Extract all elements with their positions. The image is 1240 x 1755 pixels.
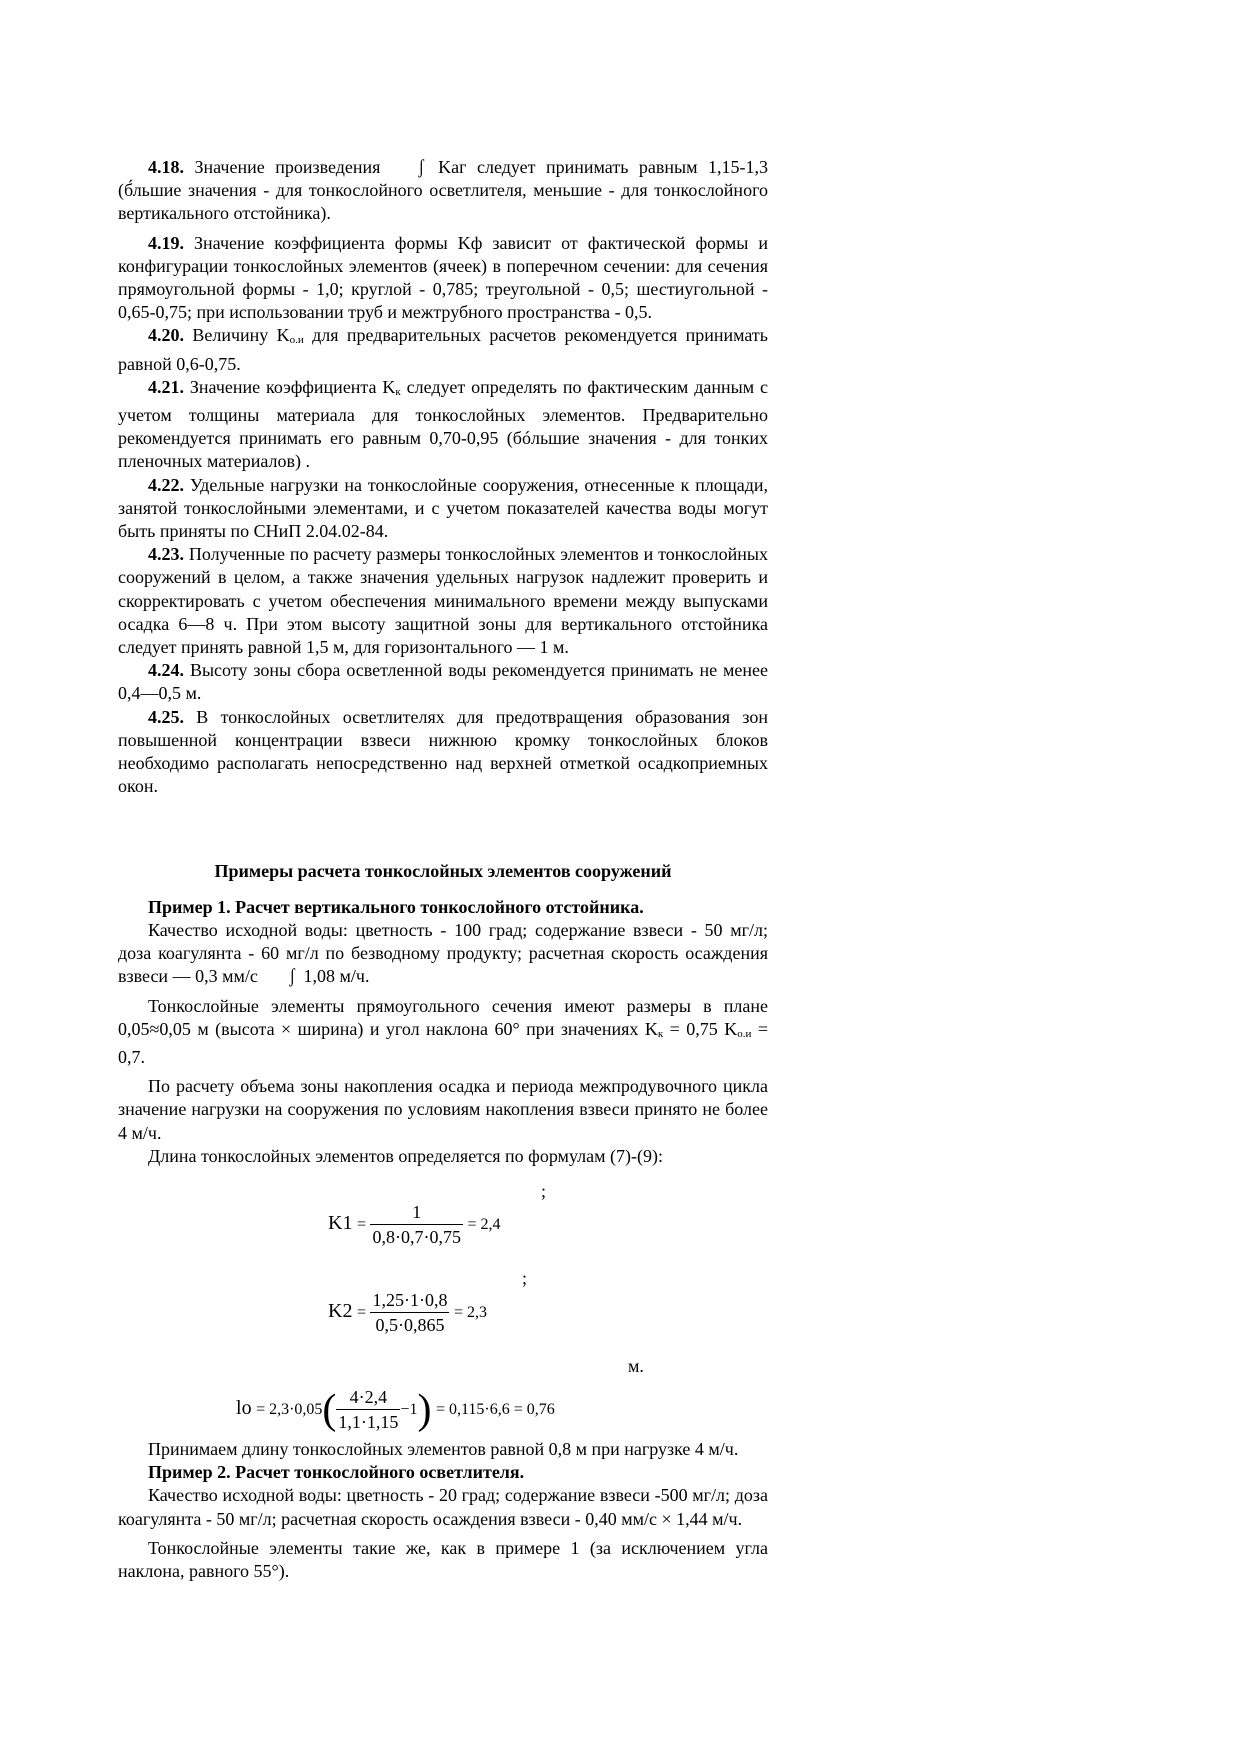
clause-number: 4.20. <box>148 325 184 346</box>
unit-label: м. <box>628 1355 644 1376</box>
clause-number: 4.25. <box>148 706 184 727</box>
clause-number: 4.22. <box>148 474 184 495</box>
paragraph-4-24: 4.24. Высоту зоны сбора осветленной воды рекомендуется принимать не менее 0,4—0,5 м. <box>118 660 768 704</box>
paragraph-4-18: 4.18. Значение произведения ʃ Kаг следует принимать равным 1,15-1,3 (б́льшие значения - для тонкослойного осветлителя, меньшие - для тонкослойного вертикального отстойника). <box>118 156 769 224</box>
paragraph-4-23: 4.23. Полученные по расчету размеры тонкослойных элементов и тонкослойных сооружений в целом, а также значения удельных нагрузок надлежит проверить и скорректировать с учетом обеспечения минимального времени между выпусками осадка 6—8 ч. При этом высоту защитной зоны для вертикального отстойника следует принять равной 1,5 м, для горизонтального — 1 м. <box>118 544 768 658</box>
formula-k2: K2 = $\frac{1,25\cdot 1\cdot 0,8}{0,5\cdot 0,865}$ = 2,3 <box>328 1289 488 1335</box>
after-formulas-paragraph: Принимаем длину тонкослойных элементов равной 0,8 м при нагрузке 4 м/ч. <box>148 1438 739 1459</box>
fraction: $\frac{1,25\cdot 1\cdot 0,8}{0,5\cdot 0,865}$ <box>372 1289 448 1335</box>
formula-l0: lo = 2,3·0,05( $\frac{4\cdot 2,4}{1,1\cdot 1,15}$ −1) = 0,115·6,6 = 0,76 <box>236 1386 555 1433</box>
fraction: $\frac{4\cdot 2,4}{1,1\cdot 1,15}$ <box>338 1386 399 1432</box>
left-parenthesis: ( <box>322 1386 337 1433</box>
clause-number: 4.18. <box>148 157 184 177</box>
integral-like-symbol: ʃ <box>290 965 296 988</box>
example-1-paragraph-1: Качество исходной воды: цветность - 100 град; содержание взвеси - 50 мг/л; доза коагулянта - 60 мг/л по безводному продукту; расчетная скорость осаждения взвеси — 0,3 мм/с ʃ 1,08 м/ч. <box>118 919 768 988</box>
example-2-paragraph-2: Тонкослойные элементы такие же, как в примере 1 (за исключением угла наклона, равного 55°). <box>118 1537 768 1581</box>
semicolon: ; <box>522 1267 528 1288</box>
document-page <box>118 150 768 1583</box>
example-2-title: Пример 2. Расчет тонкослойного осветлителя. <box>148 1462 525 1483</box>
paragraph-4-25: 4.25. В тонкослойных осветлителях для предотвращения образования зон повышенной концентрации взвеси нижнюю кромку тонкослойных блоков необходимо располагать непосредственно над верхней отметкой осадкоприемных окон. <box>118 706 768 797</box>
formula-k1: K1 = $\frac{1}{0,8\cdot 0,7\cdot 0,75}$ = 2,4 <box>328 1201 501 1247</box>
paragraph-4-20: 4.20. Величину Kо.и для предварительных расчетов рекомендуется принимать равной 0,6-0,75. <box>118 325 768 374</box>
example-1-title: Пример 1. Расчет вертикального тонкослойного отстойника. <box>148 896 644 917</box>
clause-number: 4.23. <box>148 544 184 565</box>
integral-like-symbol: ʃ <box>418 156 424 178</box>
paragraph-4-22: 4.22. Удельные нагрузки на тонкослойные сооружения, отнесенные к площади, занятой тонкослойными элементами, и с учетом показателей качества воды могут быть приняты по СНиП 2.04.02-84. <box>118 474 768 542</box>
paragraph-4-21: 4.21. Значение коэффициента Kк следует определять по фактическим данным с учетом толщины материала для тонкослойных элементов. Предварительно рекомендуется принимать его равным 0,70-0,95 (бóльшие значения - для тонких пленочных материалов) . <box>118 376 769 472</box>
semicolon: ; <box>541 1180 547 1201</box>
example-1-paragraph-2: Тонкослойные элементы прямоугольного сечения имеют размеры в плане 0,05≈0,05 м (высота × ширина) и угол наклона 60° при значениях Kк = 0,75 Kо.и = 0,7. <box>118 995 768 1067</box>
fraction: $\frac{1}{0,8\cdot 0,7\cdot 0,75}$ <box>372 1201 461 1247</box>
clause-number: 4.24. <box>148 660 184 681</box>
example-1-paragraph-3: По расчету объема зоны накопления осадка и периода межпродувочного цикла значение нагрузки на сооружения по условиям накопления взвеси принято не более 4 м/ч. <box>118 1076 768 1143</box>
section-title: Примеры расчета тонкослойных элементов сооружений <box>214 861 672 882</box>
clause-number: 4.19. <box>148 232 184 253</box>
right-parenthesis: ) <box>417 1386 432 1433</box>
example-1-paragraph-4: Длина тонкослойных элементов определяется по формулам (7)-(9): <box>148 1145 663 1166</box>
example-2-paragraph-1: Качество исходной воды: цветность - 20 град; содержание взвеси -500 мг/л; доза коагулянта - 50 мг/л; расчетная скорость осаждения взвеси - 0,40 мм/с × 1,44 м/ч. <box>118 1485 768 1529</box>
paragraph-4-19: 4.19. Значение коэффициента формы Kф зависит от фактической формы и конфигурации тонкослойных элементов (ячеек) в поперечном сечении: для сечения прямоугольной формы - 1,0; круглой - 0,785; треугольной - 0,5; шестиугольной - 0,65-0,75; при использовании труб и межтрубного пространства - 0,5. <box>118 232 768 323</box>
clause-number: 4.21. <box>148 376 184 397</box>
